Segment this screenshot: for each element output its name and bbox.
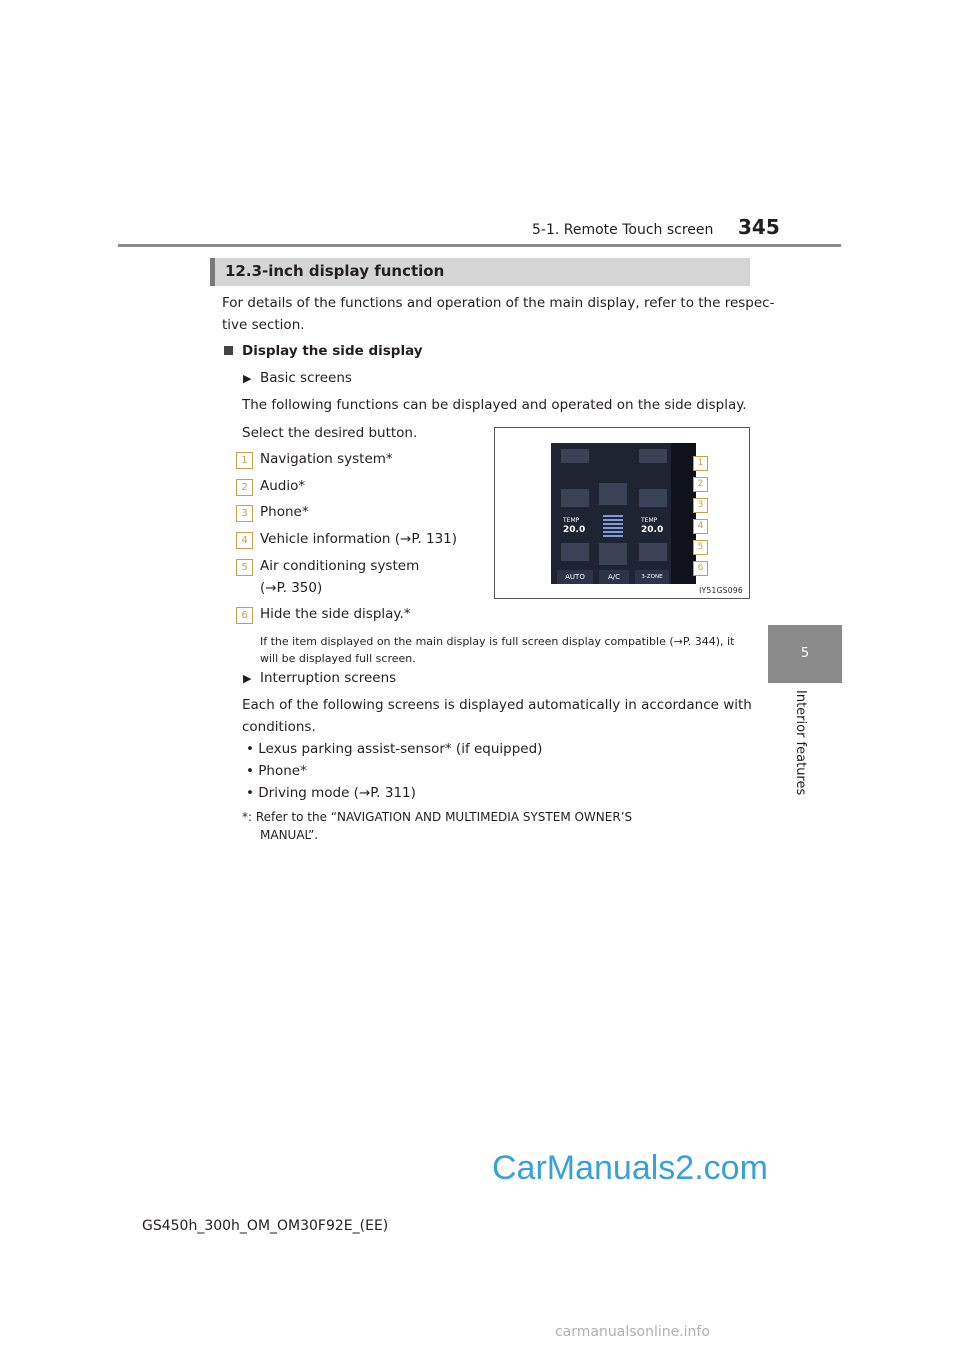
item-text-cont: (→P. 350) <box>260 580 323 596</box>
section-heading-bar <box>210 258 750 286</box>
fan-up-button <box>599 483 627 505</box>
interrupt-item: • Phone* <box>246 763 307 779</box>
interrupt-title: Interruption screens <box>260 670 397 686</box>
callout-6: 6 <box>693 561 708 576</box>
callout-3: 3 <box>693 498 708 513</box>
three-zone-button: 3-ZONE <box>635 570 669 584</box>
auto-button: AUTO <box>557 570 593 584</box>
note-line-2: will be displayed full screen. <box>260 652 416 665</box>
item-number-badge: 1 <box>236 452 253 469</box>
square-bullet-icon <box>224 346 233 355</box>
footer-code: GS450h_300h_OM_OM30F92E_(EE) <box>142 1218 389 1234</box>
basic-select: Select the desired button. <box>242 425 418 441</box>
temp-value-right: 20.0 <box>641 525 664 535</box>
item-text: Hide the side display.* <box>260 606 411 622</box>
interrupt-item: • Lexus parking assist-sensor* (if equipped) <box>246 741 543 757</box>
side-display-screen <box>551 443 696 584</box>
front-defog-button <box>639 449 667 463</box>
item-text: Navigation system* <box>260 451 393 467</box>
subheading: Display the side display <box>242 343 423 359</box>
callout-4: 4 <box>693 519 708 534</box>
temp-down-left-button <box>561 543 589 561</box>
arrow-bullet-icon: ▶ <box>243 672 252 685</box>
item-number-badge: 3 <box>236 505 253 522</box>
fan-down-button <box>599 543 627 565</box>
interrupt-desc-2: conditions. <box>242 719 316 735</box>
temp-label-right: TEMP <box>641 517 658 524</box>
basic-title: Basic screens <box>260 370 352 386</box>
section-title: 12.3-inch display function <box>225 262 445 280</box>
temp-up-left-button <box>561 489 589 507</box>
item-text: Phone* <box>260 504 309 520</box>
item-text: Audio* <box>260 478 306 494</box>
rear-defog-button <box>561 449 589 463</box>
callout-1: 1 <box>693 456 708 471</box>
item-number-badge: 2 <box>236 479 253 496</box>
callout-2: 2 <box>693 477 708 492</box>
fan-level-bars <box>603 515 623 537</box>
footnote-line-1: *: Refer to the “NAVIGATION AND MULTIMEDIA SYSTEM OWNER’S <box>242 810 633 824</box>
intro-line-2: tive section. <box>222 317 305 333</box>
header-rule <box>118 244 841 247</box>
header-section-title: 5-1. Remote Touch screen <box>532 222 714 238</box>
interrupt-desc-1: Each of the following screens is displayed automatically in accordance with <box>242 697 752 713</box>
ac-button: A/C <box>599 570 629 584</box>
item-text: Vehicle information (→P. 131) <box>260 531 458 547</box>
chapter-tab: 5 <box>768 625 842 683</box>
item-number-badge: 4 <box>236 532 253 549</box>
item-text: Air conditioning system <box>260 558 420 574</box>
basic-desc: The following functions can be displayed and operated on the side display. <box>242 397 747 413</box>
item-number-badge: 6 <box>236 607 253 624</box>
watermark: CarManuals2.com <box>492 1149 768 1187</box>
side-display-figure <box>494 427 750 599</box>
footnote-line-2: MANUAL”. <box>260 828 319 842</box>
note-line-1: If the item displayed on the main display is full screen display compatible (→P. 344), it <box>260 635 735 648</box>
callout-5: 5 <box>693 540 708 555</box>
temp-label-left: TEMP <box>563 517 580 524</box>
temp-value-left: 20.0 <box>563 525 586 535</box>
item-number-badge: 5 <box>236 559 253 576</box>
figure-code: IY51GS096 <box>699 586 743 595</box>
temp-down-right-button <box>639 543 667 561</box>
chapter-label-text: Interior features <box>793 690 808 796</box>
page-number: 345 <box>738 215 780 239</box>
watermark-bottom: carmanualsonline.info <box>555 1324 710 1340</box>
intro-line-1: For details of the functions and operation of the main display, refer to the respec- <box>222 295 775 311</box>
interrupt-item: • Driving mode (→P. 311) <box>246 785 416 801</box>
temp-up-right-button <box>639 489 667 507</box>
arrow-bullet-icon: ▶ <box>243 372 252 385</box>
